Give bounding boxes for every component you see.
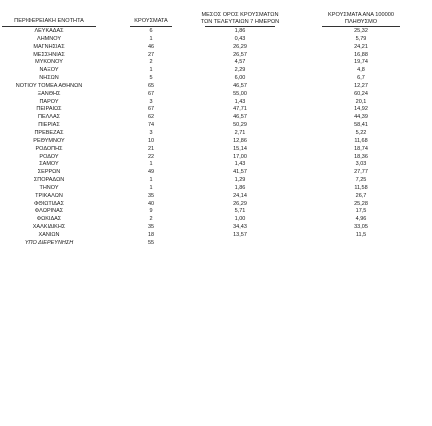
cases-per-100k-cell: 12,27 <box>354 82 368 89</box>
region-cell: ΠΙΕΡΙΑΣ <box>38 122 60 129</box>
cases-per-100k-cell: 20,1 <box>355 98 367 105</box>
cases-per-100k-cell: 3,03 <box>355 161 367 168</box>
cases-cell: 55 <box>147 239 155 246</box>
seven-day-average-cell: 0,43 <box>234 35 246 42</box>
seven-day-average-cell: 2,71 <box>234 129 246 136</box>
header-7day-average-line1: ΜΕΣΟΣ ΟΡΟΣ ΚΡΟΥΣΜΑΤΩΝ <box>201 12 279 18</box>
cases-cell: 46 <box>147 43 155 50</box>
seven-day-average-cell: 26,29 <box>233 200 247 207</box>
table-row <box>0 28 432 36</box>
table-row <box>0 146 432 154</box>
region-cell: ΠΕΙΡΑΙΩΣ <box>36 106 62 113</box>
cases-per-100k-cell: 58,41 <box>354 122 368 129</box>
cases-per-100k-cell: 14,92 <box>354 106 368 113</box>
table-row <box>0 83 432 91</box>
header-cases-per-100k <box>316 12 406 26</box>
cases-per-100k-cell: 18,74 <box>354 145 368 152</box>
seven-day-average-cell: 1,29 <box>234 177 246 184</box>
table-row <box>0 224 432 232</box>
seven-day-average-cell: 41,57 <box>233 169 247 176</box>
header-cases-label: ΚΡΟΥΣΜΑΤΑ <box>134 18 168 24</box>
table-row <box>0 122 432 130</box>
region-cell: ΦΘΙΩΤΙΔΑΣ <box>34 200 64 207</box>
seven-day-average-cell: 47,71 <box>233 106 247 113</box>
cases-cell: 10 <box>147 137 155 144</box>
header-7day-average-line2: ΤΩΝ ΤΕΛΕΥΤΑΙΩΝ 7 ΗΜΕΡΩΝ <box>200 18 280 25</box>
header-cases-per-100k-line1: ΚΡΟΥΣΜΑΤΑ ΑΝΑ 100000 <box>328 12 394 18</box>
table-row <box>0 208 432 216</box>
cases-cell: 2 <box>149 59 153 66</box>
cases-per-100k-cell: 27,77 <box>354 169 368 176</box>
cases-cell: 3 <box>149 98 153 105</box>
cases-cell: 1 <box>149 35 153 42</box>
header-region-label: ΠΕΡΙΦΕΡΕΙΑΚΗ ΕΝΟΤΗΤΑ <box>14 18 84 24</box>
cases-per-100k-cell: 24,21 <box>354 43 368 50</box>
region-cell: ΦΛΩΡΙΝΑΣ <box>34 208 64 215</box>
cases-cell: 40 <box>147 200 155 207</box>
seven-day-average-cell: 12,86 <box>233 137 247 144</box>
cases-per-100k-cell: 33,05 <box>354 224 368 231</box>
region-cell: ΡΟΔΟΠΗΣ <box>35 145 63 152</box>
cases-cell: 35 <box>147 224 155 231</box>
header-underline-cases-per-100k <box>322 26 400 27</box>
cases-per-100k-cell: 5,22 <box>355 129 367 136</box>
table-row <box>0 91 432 99</box>
cases-cell: 2 <box>149 216 153 223</box>
header-cases <box>126 18 176 25</box>
cases-per-100k-cell: 17,5 <box>355 208 367 215</box>
cases-per-100k-cell: 19,74 <box>354 59 368 66</box>
seven-day-average-cell: 13,57 <box>233 231 247 238</box>
cases-cell: 1 <box>149 177 153 184</box>
region-cell: ΝΗΣΩΝ <box>39 75 59 82</box>
table-row <box>0 75 432 83</box>
region-cell: ΤΗΝΟΥ <box>39 184 59 191</box>
table-row <box>0 59 432 67</box>
cases-cell: 1 <box>149 184 153 191</box>
header-underline-region <box>2 26 96 27</box>
region-cell: ΝΑΞΟΥ <box>39 67 59 74</box>
header-underline-7day-average <box>205 26 275 27</box>
region-cell: ΠΕΛΛΑΣ <box>37 114 61 121</box>
table-row <box>0 106 432 114</box>
table-row <box>0 185 432 193</box>
table-row <box>0 177 432 185</box>
region-cell: ΣΑΜΟΥ <box>39 161 59 168</box>
table-row <box>0 201 432 209</box>
cases-per-100k-cell: 11,5 <box>355 231 367 238</box>
cases-cell: 62 <box>147 114 155 121</box>
cases-per-100k-cell: 11,58 <box>354 184 368 191</box>
region-cell: ΥΠΟ ΔΙΕΡΕΥΝΗΣΗ <box>24 239 74 246</box>
table-row <box>0 154 432 162</box>
table-row <box>0 44 432 52</box>
cases-per-100k-cell: 7,25 <box>355 177 367 184</box>
table-row <box>0 130 432 138</box>
seven-day-average-cell: 1,86 <box>234 184 246 191</box>
seven-day-average-cell: 1,86 <box>234 28 246 34</box>
seven-day-average-cell: 34,43 <box>233 224 247 231</box>
seven-day-average-cell: 5,71 <box>234 208 246 215</box>
seven-day-average-cell: 46,57 <box>233 114 247 121</box>
cases-cell: 1 <box>149 161 153 168</box>
cases-cell: 1 <box>149 67 153 74</box>
region-cell: ΜΥΚΟΝΟΥ <box>35 59 63 66</box>
cases-cell: 3 <box>149 129 153 136</box>
seven-day-average-cell: 1,00 <box>234 216 246 223</box>
cases-per-100k-cell: 6,7 <box>357 75 365 82</box>
seven-day-average-cell: 46,57 <box>233 82 247 89</box>
cases-cell: 21 <box>147 145 155 152</box>
table-row <box>0 67 432 75</box>
table-row <box>0 240 432 248</box>
region-cell: ΠΑΡΟΥ <box>39 98 59 105</box>
cases-cell: 27 <box>147 51 155 58</box>
table-row <box>0 114 432 122</box>
region-cell: ΣΕΡΡΩΝ <box>37 169 61 176</box>
cases-cell: 35 <box>147 192 155 199</box>
cases-cell: 9 <box>149 208 153 215</box>
cases-per-100k-cell: 4,96 <box>355 216 367 223</box>
cases-cell: 18 <box>147 231 155 238</box>
header-region <box>0 18 98 25</box>
region-cell: ΧΑΛΚΙΔΙΚΗΣ <box>32 224 66 231</box>
cases-per-100k-cell: 60,24 <box>354 90 368 97</box>
region-cell: ΡΕΘΥΜΝΟΥ <box>33 137 65 144</box>
seven-day-average-cell: 2,29 <box>234 67 246 74</box>
table-row <box>0 169 432 177</box>
table-row <box>0 161 432 169</box>
seven-day-average-cell: 24,14 <box>233 192 247 199</box>
cases-cell: 22 <box>147 153 155 160</box>
seven-day-average-cell: 26,57 <box>233 51 247 58</box>
region-cell: ΛΗΜΝΟΥ <box>37 35 61 42</box>
region-cell: ΝΟΤΙΟΥ ΤΟΜΕΑ ΑΘΗΝΩΝ <box>15 82 83 89</box>
cases-cell: 49 <box>147 169 155 176</box>
table-row <box>0 193 432 201</box>
region-cell: ΧΑΝΙΩΝ <box>38 231 60 238</box>
cases-cell: 74 <box>147 122 155 129</box>
cases-cell: 67 <box>147 106 155 113</box>
cases-per-100k-cell: 4,8 <box>357 67 365 74</box>
cases-cell: 6 <box>149 28 153 34</box>
seven-day-average-cell: 17,00 <box>233 153 247 160</box>
region-cell: ΡΟΔΟΥ <box>39 153 59 160</box>
seven-day-average-cell: 50,29 <box>233 122 247 129</box>
cases-per-100k-cell: 5,79 <box>355 35 367 42</box>
cases-per-100k-cell: 25,32 <box>354 28 368 34</box>
region-cell: ΞΑΝΘΗΣ <box>37 90 61 97</box>
region-cell: ΜΑΓΝΗΣΙΑΣ <box>33 43 65 50</box>
region-cell: ΦΩΚΙΔΑΣ <box>36 216 62 223</box>
cases-cell: 67 <box>147 90 155 97</box>
seven-day-average-cell: 1,43 <box>234 98 246 105</box>
region-cell: ΜΕΣΣΗΝΙΑΣ <box>33 51 65 58</box>
table-row <box>0 99 432 107</box>
header-7day-average <box>200 12 280 26</box>
seven-day-average-cell: 15,14 <box>233 145 247 152</box>
cases-cell: 65 <box>147 82 155 89</box>
seven-day-average-cell: 6,00 <box>234 75 246 82</box>
cases-per-100k-cell: 11,68 <box>354 137 368 144</box>
seven-day-average-cell: 1,43 <box>234 161 246 168</box>
seven-day-average-cell: 4,57 <box>234 59 246 66</box>
cases-cell: 5 <box>149 75 153 82</box>
table-row <box>0 36 432 44</box>
region-cell: ΛΕΥΚΑΔΑΣ <box>34 28 64 34</box>
cases-per-100k-cell: 25,28 <box>354 200 368 207</box>
header-cases-per-100k-line2: ΠΛΗΘΥΣΜΟ <box>344 18 378 25</box>
data-table-body <box>0 28 432 248</box>
region-cell: ΤΡΙΚΑΛΩΝ <box>35 192 63 199</box>
header-underline-cases <box>130 26 172 27</box>
table-row <box>0 52 432 60</box>
table-row <box>0 138 432 146</box>
region-cell: ΠΡΕΒΕΖΑΣ <box>34 129 64 136</box>
seven-day-average-cell: 55,00 <box>233 90 247 97</box>
table-row <box>0 232 432 240</box>
cases-per-100k-cell: 18,36 <box>354 153 368 160</box>
cases-per-100k-cell: 26,7 <box>355 192 367 199</box>
table-row <box>0 216 432 224</box>
region-cell: ΣΠΟΡΑΔΩΝ <box>33 177 65 184</box>
cases-per-100k-cell: 44,39 <box>354 114 368 121</box>
cases-per-100k-cell: 16,88 <box>354 51 368 58</box>
seven-day-average-cell: 26,29 <box>233 43 247 50</box>
